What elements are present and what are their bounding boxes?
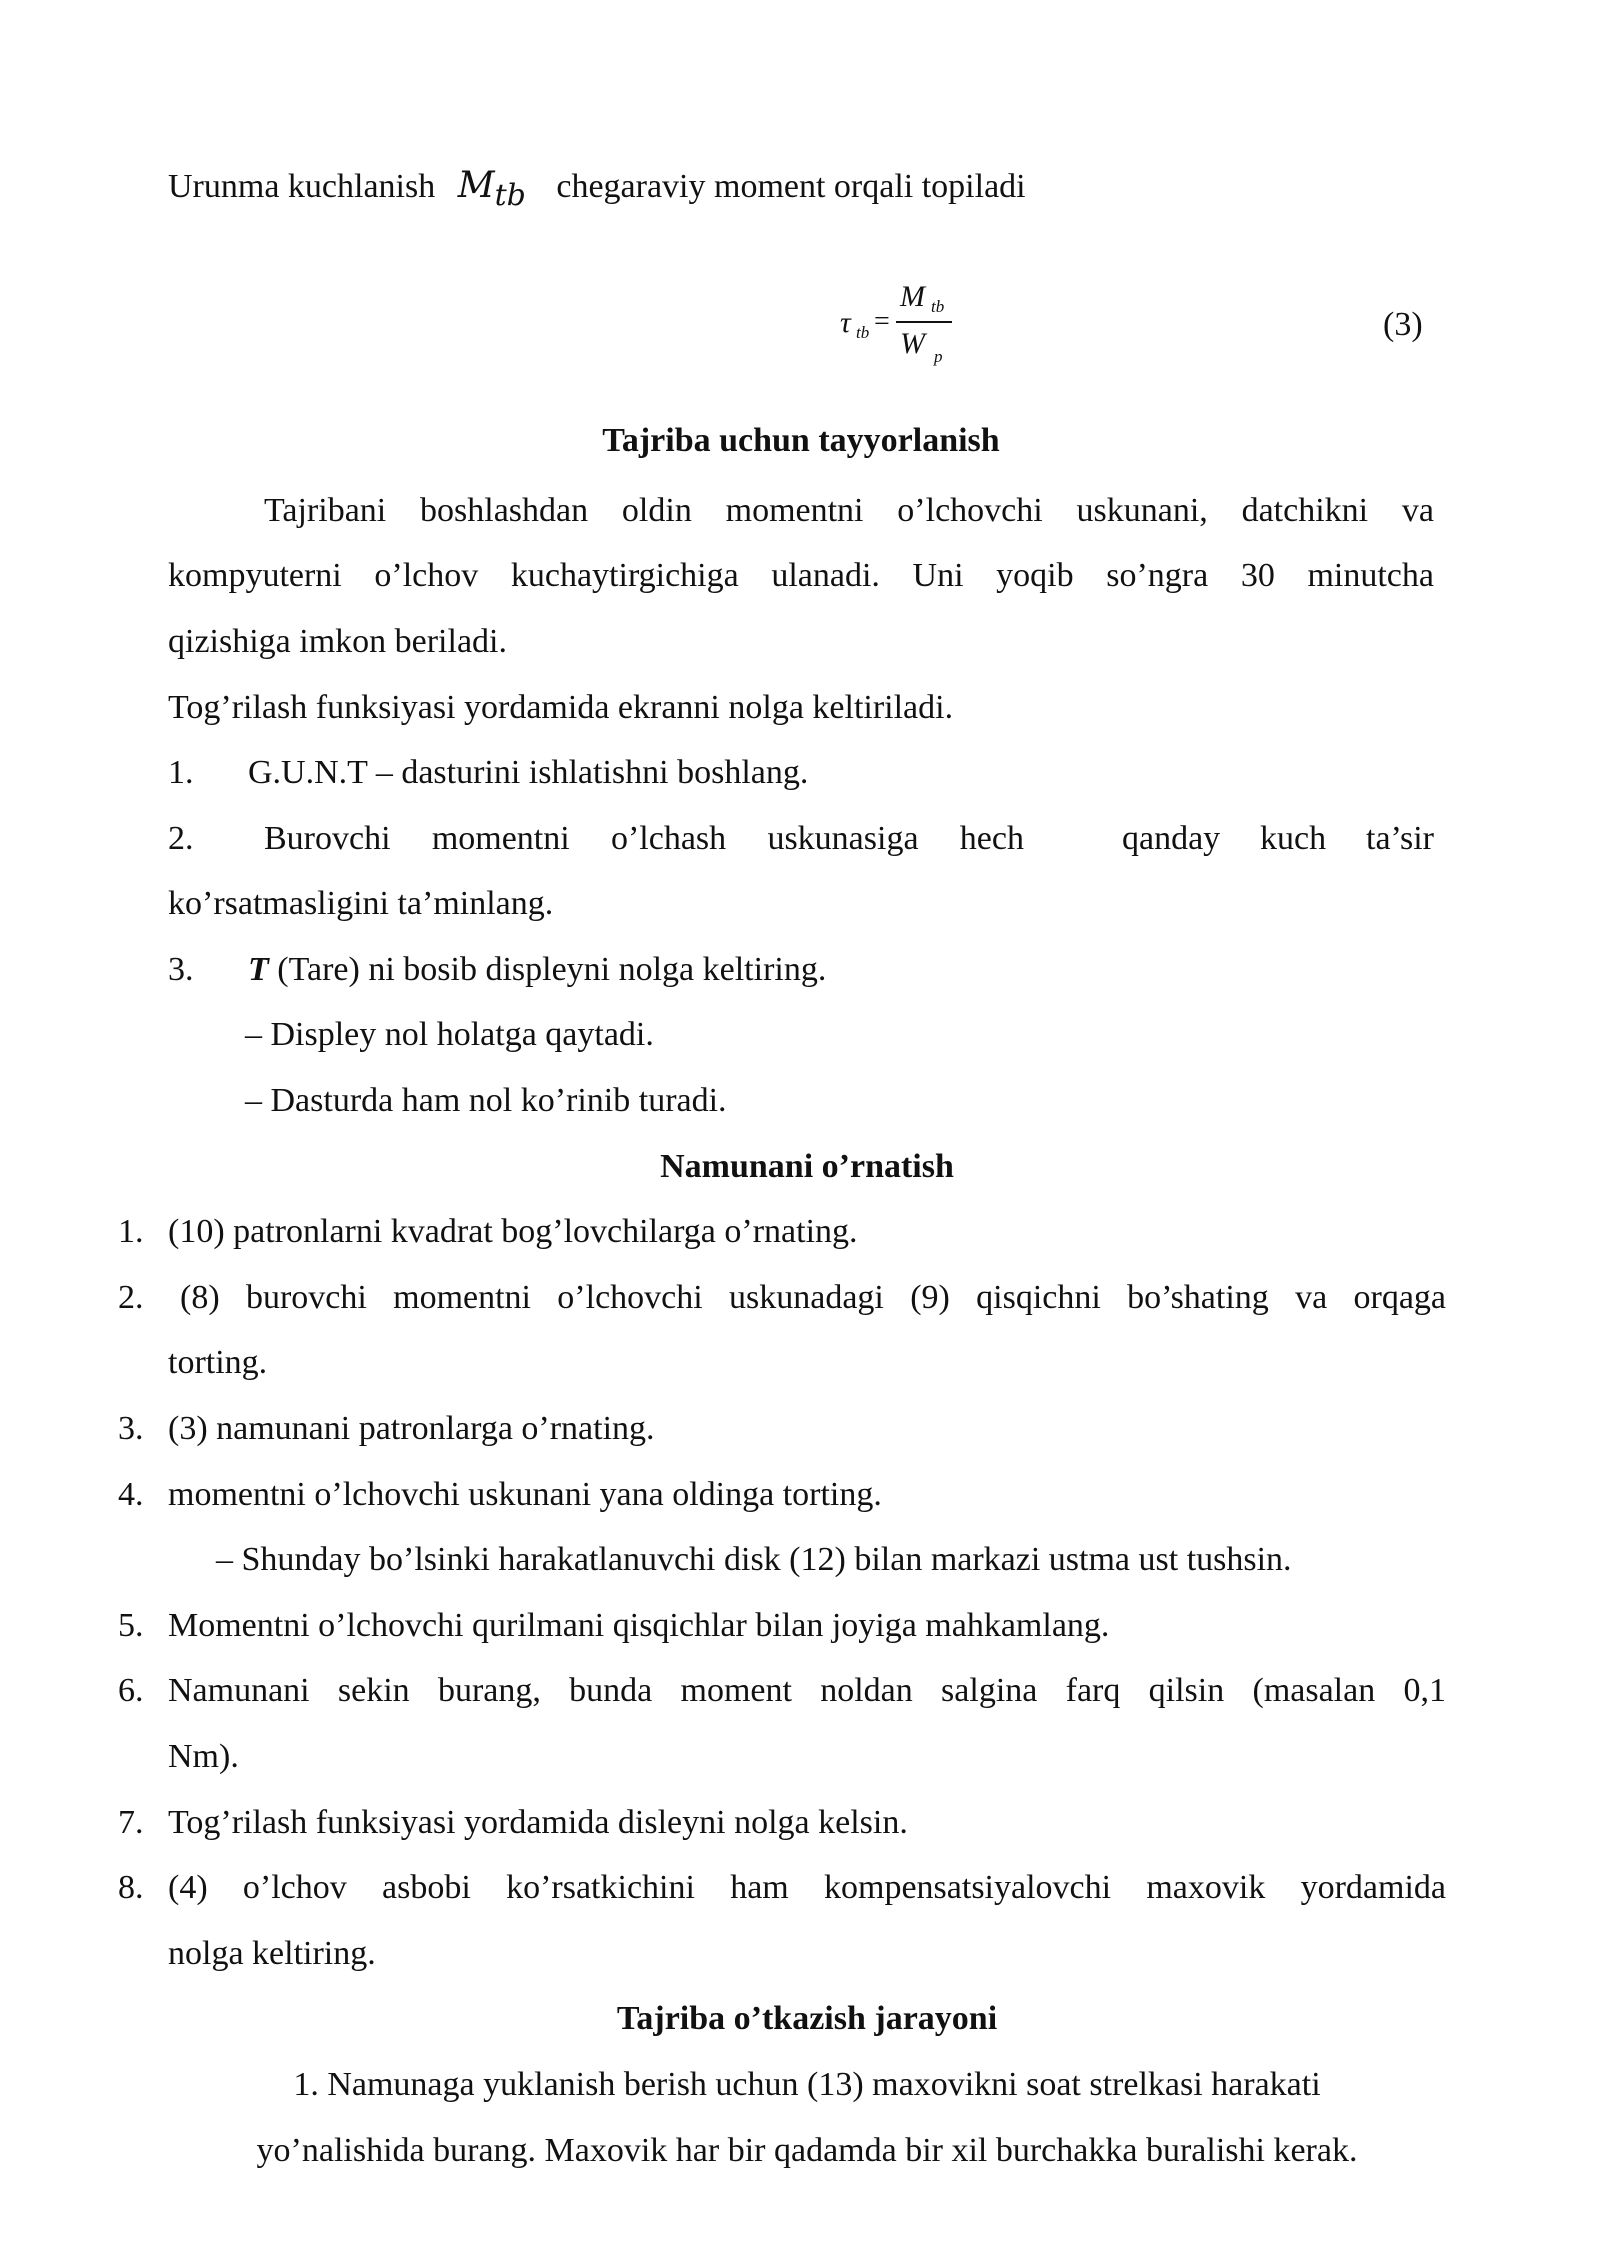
- moment-symbol-main: M: [457, 165, 495, 206]
- formula-lhs-sub: tb: [856, 323, 870, 342]
- list-item-number: 2.: [168, 820, 194, 857]
- section-heading-experiment-process: Tajriba o’tkazish jarayoni: [616, 2000, 998, 2037]
- dash-item: – Displey nol holatga qaytadi.: [245, 1016, 654, 1053]
- paragraph-line-1: Tajribani boshlashdan oldin momentni o’lchovchi uskunani, datchikni va: [264, 492, 1434, 529]
- list-item-number: 5.: [118, 1607, 144, 1644]
- intro-line: [168, 165, 1026, 213]
- process-line-1: 1. Namunaga yuklanish berish uchun (13) maxovikni soat strelkasi harakati: [293, 2066, 1321, 2103]
- list-item-text: Burovchi momentni o’lchash uskunasiga hech: [264, 820, 1024, 857]
- list-item-text: (8) burovchi momentni o’lchovchi uskunadagi (9) qisqichni bo’shating va orqaga: [180, 1279, 1446, 1316]
- intro-pre: Urunma kuchlanish: [168, 168, 436, 205]
- shear-stress-formula: [830, 278, 970, 368]
- list-item-number: 2.: [118, 1279, 144, 1316]
- paragraph-line-2: kompyuterni o’lchov kuchaytirgichiga ulanadi. Uni yoqib so’ngra 30 minutcha: [168, 557, 1434, 594]
- dash-item: – Shunday bo’lsinki harakatlanuvchi disk (12) bilan markazi ustma ust tushsin.: [216, 1541, 1292, 1578]
- intro-post: chegaraviy moment orqali topiladi: [556, 168, 1026, 205]
- formula-denominator: W: [900, 327, 925, 360]
- list-item-text: (Tare) ni bosib displeyni nolga keltiring.: [277, 951, 827, 988]
- formula-equals: =: [874, 306, 890, 337]
- list-item-text: Momentni o’lchovchi qurilmani qisqichlar bilan joyiga mahkamlang.: [168, 1607, 1110, 1644]
- list-item-text: (4) o’lchov asbobi ko’rsatkichini ham kompensatsiyalovchi maxovik yordamida: [168, 1869, 1446, 1906]
- process-line-2: yo’nalishida burang. Maxovik har bir qadamda bir xil burchakka buralishi kerak.: [256, 2132, 1358, 2169]
- list-item: [168, 953, 826, 987]
- list-item-number: 7.: [118, 1804, 144, 1841]
- list-item-number: 1.: [168, 754, 194, 791]
- paragraph-line-4: Tog’rilash funksiyasi yordamida ekranni nolga keltiriladi.: [168, 689, 954, 726]
- section-heading-sample-install: Namunani o’rnatish: [660, 1148, 954, 1185]
- list-item-continuation: Nm).: [168, 1738, 239, 1775]
- dash-item: – Dasturda ham nol ko’rinib turadi.: [245, 1082, 727, 1119]
- list-item-text: Namunani sekin burang, bunda moment noldan salgina farq qilsin (masalan 0,1: [168, 1672, 1446, 1709]
- formula-lhs: τ: [840, 306, 851, 339]
- formula-number: (3): [1383, 306, 1423, 343]
- section-heading-preparation: Tajriba uchun tayyorlanish: [602, 422, 1000, 459]
- tare-key: T: [248, 951, 269, 988]
- list-item-text: (10) patronlarni kvadrat bog’lovchilarga o’rnating.: [168, 1213, 858, 1250]
- fraction-bar: [896, 321, 952, 323]
- list-item-text: (3) namunani patronlarga o’rnating.: [168, 1410, 655, 1447]
- list-item: [168, 756, 808, 790]
- list-item-number: 3.: [168, 951, 194, 988]
- list-item-text: Tog’rilash funksiyasi yordamida disleyni nolga kelsin.: [168, 1804, 908, 1841]
- list-item-number: 1.: [118, 1213, 144, 1250]
- list-item-text: G.U.N.T – dasturini ishlatishni boshlang.: [248, 754, 809, 791]
- list-item-number: 4.: [118, 1476, 144, 1513]
- formula-numerator-sub: tb: [931, 297, 945, 316]
- list-item-text-end: qanday kuch ta’sir: [1122, 820, 1434, 857]
- list-item-text: momentni o’lchovchi uskunani yana oldinga torting.: [168, 1476, 882, 1513]
- list-item-number: 6.: [118, 1672, 144, 1709]
- list-item-continuation: ko’rsatmasligini ta’minlang.: [168, 885, 554, 922]
- formula-numerator: M: [900, 280, 925, 313]
- moment-symbol: [457, 165, 526, 213]
- formula-denominator-sub: p: [934, 347, 943, 366]
- moment-symbol-sub: tb: [494, 178, 526, 213]
- list-item-continuation: torting.: [168, 1344, 268, 1381]
- list-item-continuation: nolga keltiring.: [168, 1935, 376, 1972]
- list-item-number: 3.: [118, 1410, 144, 1447]
- list-item-number: 8.: [118, 1869, 144, 1906]
- paragraph-line-3: qizishiga imkon beriladi.: [168, 623, 507, 660]
